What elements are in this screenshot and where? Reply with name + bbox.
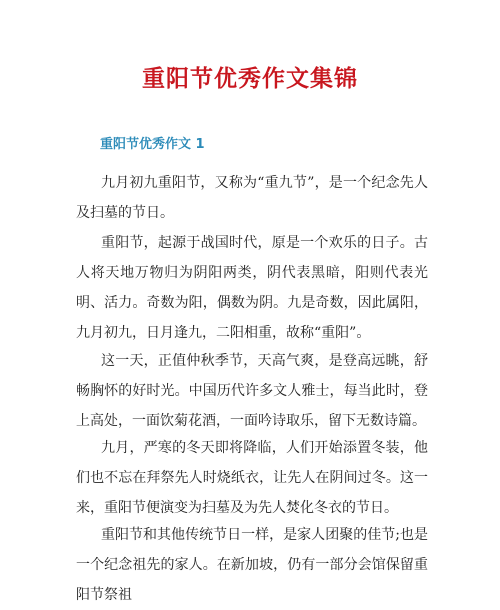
- paragraph-4: 九月，严寒的冬天即将降临，人们开始添置冬装，他们也不忘在拜祭先人时烧纸衣，让先人在阴间过冬。这一来，重阳节便演变为扫墓及为先人焚化冬衣的节日。: [76, 440, 428, 516]
- section-heading: 重阳节优秀作文 1: [100, 137, 205, 152]
- document-title: 重阳节优秀作文集锦: [142, 66, 358, 92]
- paragraph-3: 这一天，正值仲秋季节，天高气爽，是登高远眺，舒畅胸怀的好时光。中国历代许多文人雅士，每当此时，登上高处，一面饮菊花酒，一面吟诗取乐，留下无数诗篇。: [76, 353, 428, 429]
- paragraph-1: 九月初九重阳节，又称为“重九节”，是一个纪念先人及扫墓的节日。: [76, 175, 428, 221]
- paragraph-2: 重阳节，起源于战国时代，原是一个欢乐的日子。古人将天地万物归为阴阳两类，阴代表黑暗，阳则代表光明、活力。奇数为阳，偶数为阴。九是奇数，因此属阳，九月初九，日月逢九，二阳相重，故称“重阳”。: [76, 235, 428, 341]
- paragraph-5: 重阳节和其他传统节日一样，是家人团聚的佳节;也是一个纪念祖先的家人。在新加坡，仍有一部分会馆保留重阳节祭祖: [76, 527, 428, 603]
